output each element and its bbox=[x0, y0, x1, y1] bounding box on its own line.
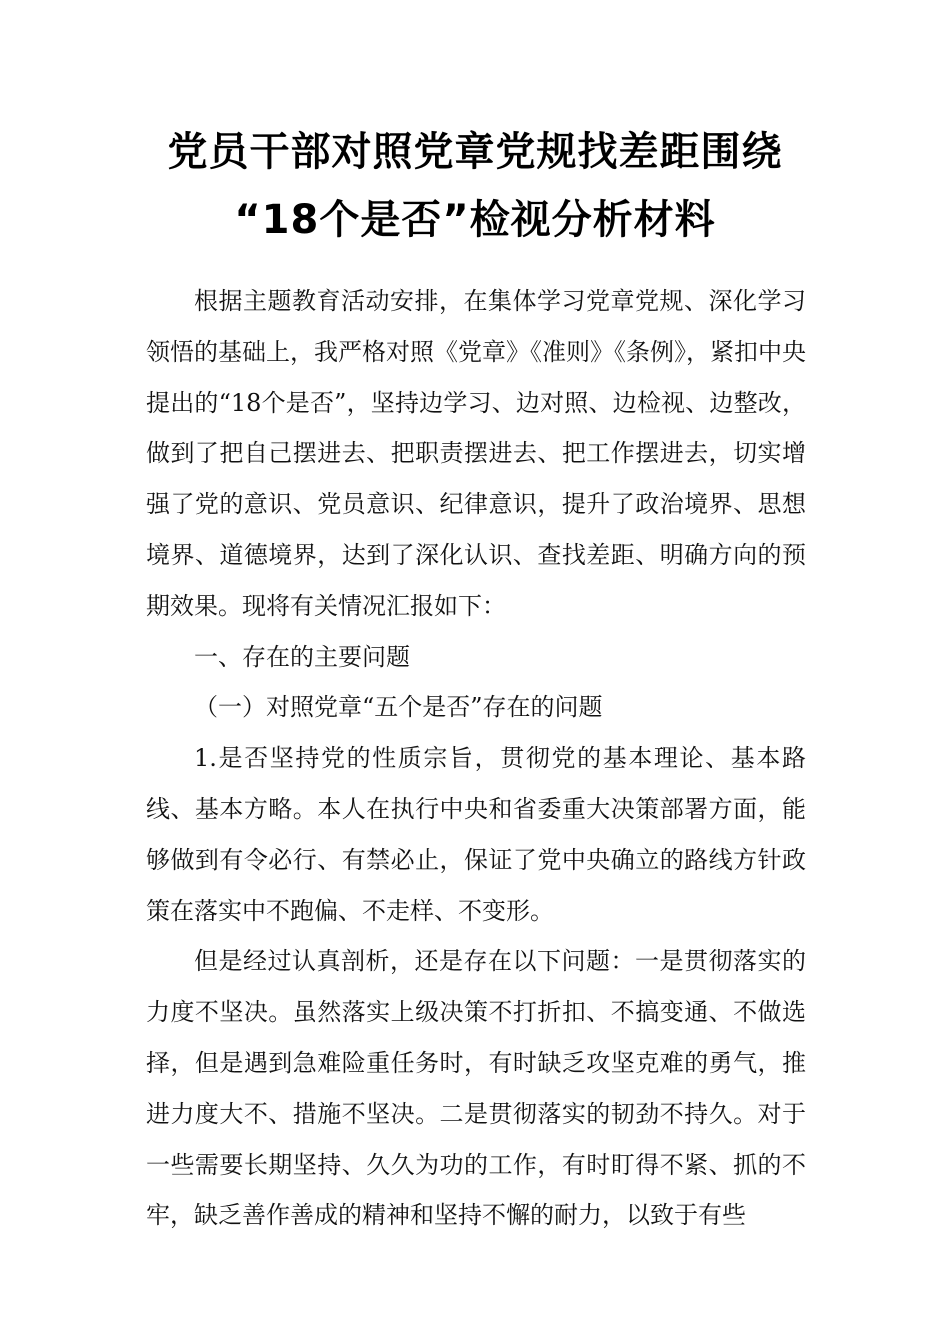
section-heading: 一、存在的主要问题 bbox=[194, 642, 410, 671]
document-title-line-2: “18个是否”检视分析材料 bbox=[234, 197, 716, 243]
item-paragraph: 1.是否坚持党的性质宗旨，贯彻党的基本理论、基本路线、基本方略。本人在执行中央和省委重大决策部署方面，能够做到有令必行、有禁必止，保证了党中央确立的路线方针政策在落实中不跑偏、不走样、不变形。 bbox=[146, 744, 806, 925]
analysis-paragraph: 但是经过认真剖析，还是存在以下问题：一是贯彻落实的力度不坚决。虽然落实上级决策不打折扣、不搞变通、不做选择，但是遇到急难险重任务时，有时缺乏攻坚克难的勇气，推进力度大不、措施不坚决。二是贯彻落实的韧劲不持久。对于一些需要长期坚持、久久为功的工作，有时盯得不紧、抓的不牢，缺乏善作善成的精神和坚持不懈的耐力，以致于有些 bbox=[146, 947, 806, 1230]
document-body bbox=[146, 276, 806, 1241]
document-title-line-1: 党员干部对照党章党规找差距围绕 bbox=[167, 129, 783, 175]
intro-paragraph: 根据主题教育活动安排，在集体学习党章党规、深化学习领悟的基础上，我严格对照《党章》《准则》《条例》，紧扣中央提出的“18个是否”，坚持边学习、边对照、边检视、边整改，做到了把自己摆进去、把职责摆进去、把工作摆进去，切实增强了党的意识、党员意识、纪律意识，提升了政治境界、思想境界、道德境界，达到了深化认识、查找差距、明确方向的预期效果。现将有关情况汇报如下： bbox=[146, 287, 806, 620]
subsection-heading: （一）对照党章“五个是否”存在的问题 bbox=[194, 693, 603, 722]
